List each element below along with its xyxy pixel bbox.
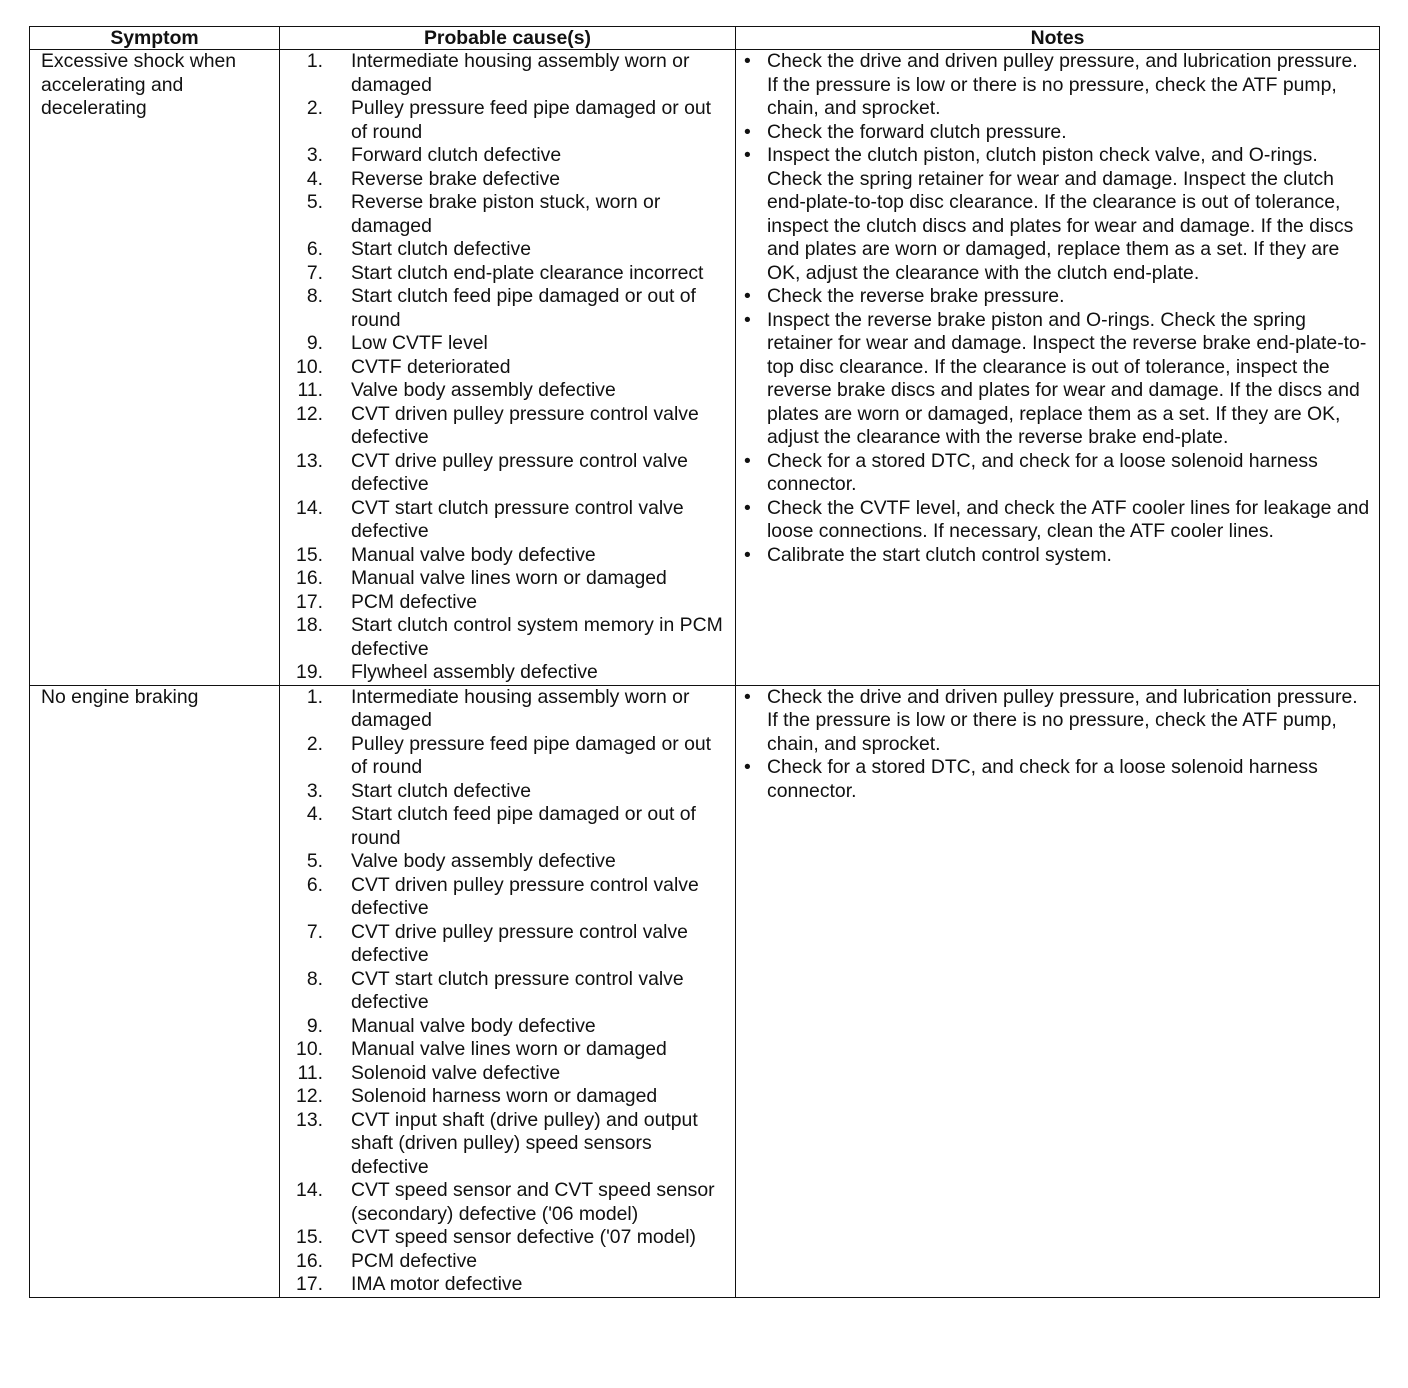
list-item [280,50,729,97]
list-item [280,191,729,238]
cause-text: Low CVTF level [351,332,488,354]
list-item [744,144,1373,285]
list-item [280,803,729,850]
probable-causes-cell [280,685,736,1297]
list-item [280,332,729,356]
list-item [744,50,1373,121]
cause-number: 15. [296,1226,323,1248]
cause-number: 14. [296,1179,323,1201]
bullet-icon: • [744,50,751,72]
list-item [280,780,729,804]
cause-number: 4. [306,167,323,190]
list-item [280,1226,729,1250]
cause-number: 10. [296,1038,323,1060]
cause-number: 5. [306,191,323,213]
list-item [280,356,729,380]
cause-text: PCM defective [351,590,478,613]
list-item [280,403,729,450]
bullet-icon: • [744,285,751,307]
cause-text: Forward clutch defective [351,144,562,166]
cause-text: Flywheel assembly defective [351,661,598,683]
cause-text: Intermediate housing assembly worn or damaged [351,685,690,731]
list-item [280,968,729,1015]
bullet-icon: • [744,144,751,166]
cause-number: 11. [297,1061,323,1084]
cause-number: 1. [306,685,323,708]
troubleshooting-table [29,26,1380,1298]
list-item [280,238,729,262]
note-text: Check the drive and driven pulley pressure, and lubrication pressure. If the pressure is low or there is no pressure, check the ATF pump, chain, and sprocket. [767,50,1358,119]
cause-text: Manual valve body defective [351,543,596,566]
bullet-icon: • [744,449,751,472]
cause-text: Solenoid harness worn or damaged [351,1085,658,1107]
cause-number: 14. [296,496,323,519]
cause-text: CVT start clutch pressure control valve defective [351,496,684,542]
cause-text: Start clutch end-plate clearance incorrect [351,261,704,284]
cause-text: Start clutch defective [351,238,531,260]
bullet-icon: • [744,756,751,778]
cause-number: 5. [306,850,323,872]
list-item [280,168,729,192]
cause-text: Start clutch feed pipe damaged or out of round [351,285,696,331]
cause-text: Manual valve body defective [351,1014,596,1037]
cause-number: 13. [296,1108,323,1131]
cause-number: 8. [306,285,323,307]
note-text: Check the drive and driven pulley pressure, and lubrication pressure. If the pressure is low or there is no pressure, check the ATF pump, chain, and sprocket. [767,685,1358,755]
cause-number: 7. [306,920,323,943]
cause-text: CVT drive pulley pressure control valve defective [351,920,688,966]
cause-text: Manual valve lines worn or damaged [351,567,667,589]
cause-text: CVT speed sensor and CVT speed sensor (secondary) defective ('06 model) [351,1179,715,1225]
cause-text: Pulley pressure feed pipe damaged or out of round [351,97,712,143]
list-item [744,285,1373,309]
list-item [280,921,729,968]
cause-number: 10. [296,355,323,378]
cause-number: 13. [296,449,323,472]
cause-number: 19. [296,661,323,683]
cause-text: Solenoid valve defective [351,1061,561,1084]
list-item [280,379,729,403]
note-text: Inspect the clutch piston, clutch piston check valve, and O-rings. Check the spring retainer for wear and damage. Inspect the clutch end-plate-to-top disc clearance. If the clearance is out of tolerance, inspect the clutch discs and plates for wear and damage. If the discs and plates are worn or damaged, replace them as a set. If they are OK, adjust the clearance with the clutch end-plate. [767,144,1354,284]
cause-text: Pulley pressure feed pipe damaged or out of round [351,732,712,778]
notes-cell [736,685,1380,1297]
list-item [280,262,729,286]
symptom-cell [30,50,280,686]
list-item [280,97,729,144]
cause-text: Reverse brake piston stuck, worn or damaged [351,191,661,237]
list-item [280,450,729,497]
cause-text: IMA motor defective [351,1273,523,1295]
note-text: Check the reverse brake pressure. [767,285,1065,307]
table-row [30,685,1380,1297]
cause-text: CVT start clutch pressure control valve defective [351,967,684,1013]
list-item [280,1062,729,1086]
bullet-icon: • [744,543,751,566]
cause-text: CVTF deteriorated [351,355,511,378]
note-text: Check the forward clutch pressure. [767,120,1067,143]
cause-text: Start clutch defective [351,779,531,802]
list-item [280,1273,729,1297]
cause-list [280,686,729,1297]
note-text: Check for a stored DTC, and check for a loose solenoid harness connector. [767,756,1318,802]
cause-number: 16. [296,567,323,589]
list-item [280,144,729,168]
cause-number: 7. [306,261,323,284]
probable-causes-cell [280,50,736,686]
list-item [280,1038,729,1062]
cause-number: 9. [306,1014,323,1037]
cause-number: 17. [296,1273,323,1295]
list-item [280,661,729,685]
bullet-icon: • [744,496,751,519]
cause-text: Valve body assembly defective [351,850,616,872]
list-item [280,614,729,661]
list-item [280,497,729,544]
cause-text: Start clutch control system memory in PCM defective [351,614,723,660]
symptom-cell [30,685,280,1297]
cause-number: 6. [306,238,323,260]
table-body [30,50,1380,1298]
table-header [30,27,1380,50]
cause-list [280,50,729,685]
bullet-icon: • [744,120,751,143]
symptom-text: No engine braking [41,685,199,708]
list-item [280,544,729,568]
cause-number: 17. [296,590,323,613]
notes-list [744,50,1373,567]
list-item [280,1250,729,1274]
cause-number: 3. [306,144,323,166]
cause-text: Reverse brake defective [351,167,561,190]
header-notes: Notes [736,27,1380,50]
cause-text: Start clutch feed pipe damaged or out of round [351,803,696,849]
note-text: Check the CVTF level, and check the ATF cooler lines for leakage and loose connections. If necessary, clean the ATF cooler lines. [767,496,1370,542]
list-item [280,733,729,780]
note-text: Inspect the reverse brake piston and O-rings. Check the spring retainer for wear and damage. Inspect the reverse brake end-plate-to-top disc clearance. If the clearance is out of tolerance, inspect the reverse brake discs and plates for wear and damage. If the discs and plates are worn or damaged, replace them as a set. If they are OK, adjust the clearance with the reverse brake end-plate. [767,308,1367,448]
list-item [744,686,1373,757]
cause-text: CVT driven pulley pressure control valve defective [351,873,699,919]
cause-text: Valve body assembly defective [351,379,616,401]
list-item [280,285,729,332]
cause-number: 8. [306,967,323,990]
cause-text: CVT driven pulley pressure control valve defective [351,402,699,448]
list-item [744,309,1373,450]
cause-number: 2. [306,732,323,755]
header-row [30,27,1380,50]
list-item [280,567,729,591]
cause-number: 9. [306,332,323,354]
bullet-icon: • [744,685,751,708]
list-item [280,1179,729,1226]
cause-number: 1. [306,50,323,72]
list-item [744,121,1373,145]
list-item [744,544,1373,568]
list-item [744,497,1373,544]
list-item [280,591,729,615]
header-symptom: Symptom [30,27,280,50]
note-text: Calibrate the start clutch control system. [767,543,1112,566]
list-item [280,686,729,733]
list-item [280,1109,729,1180]
list-item [280,874,729,921]
notes-list [744,686,1373,804]
cause-number: 2. [306,97,323,119]
cause-number: 16. [296,1249,323,1272]
cause-text: Intermediate housing assembly worn or damaged [351,50,690,96]
table-row [30,50,1380,686]
list-item [280,1015,729,1039]
cause-number: 4. [306,803,323,825]
cause-text: CVT input shaft (drive pulley) and output shaft (driven pulley) speed sensors defective [351,1108,698,1178]
cause-text: PCM defective [351,1249,478,1272]
cause-number: 12. [296,1085,323,1107]
cause-number: 12. [296,402,323,425]
bullet-icon: • [744,308,751,331]
cause-text: Manual valve lines worn or damaged [351,1038,667,1060]
list-item [744,756,1373,803]
cause-number: 11. [297,379,323,401]
cause-number: 3. [306,779,323,802]
list-item [280,1085,729,1109]
cause-text: CVT drive pulley pressure control valve defective [351,449,688,495]
notes-cell [736,50,1380,686]
cause-number: 6. [306,873,323,896]
symptom-text: Excessive shock when accelerating and decelerating [41,50,237,119]
header-probable-causes: Probable cause(s) [280,27,736,50]
list-item [744,450,1373,497]
cause-number: 18. [296,614,323,636]
cause-text: CVT speed sensor defective ('07 model) [351,1226,697,1248]
cause-number: 15. [296,543,323,566]
note-text: Check for a stored DTC, and check for a loose solenoid harness connector. [767,449,1318,495]
list-item [280,850,729,874]
